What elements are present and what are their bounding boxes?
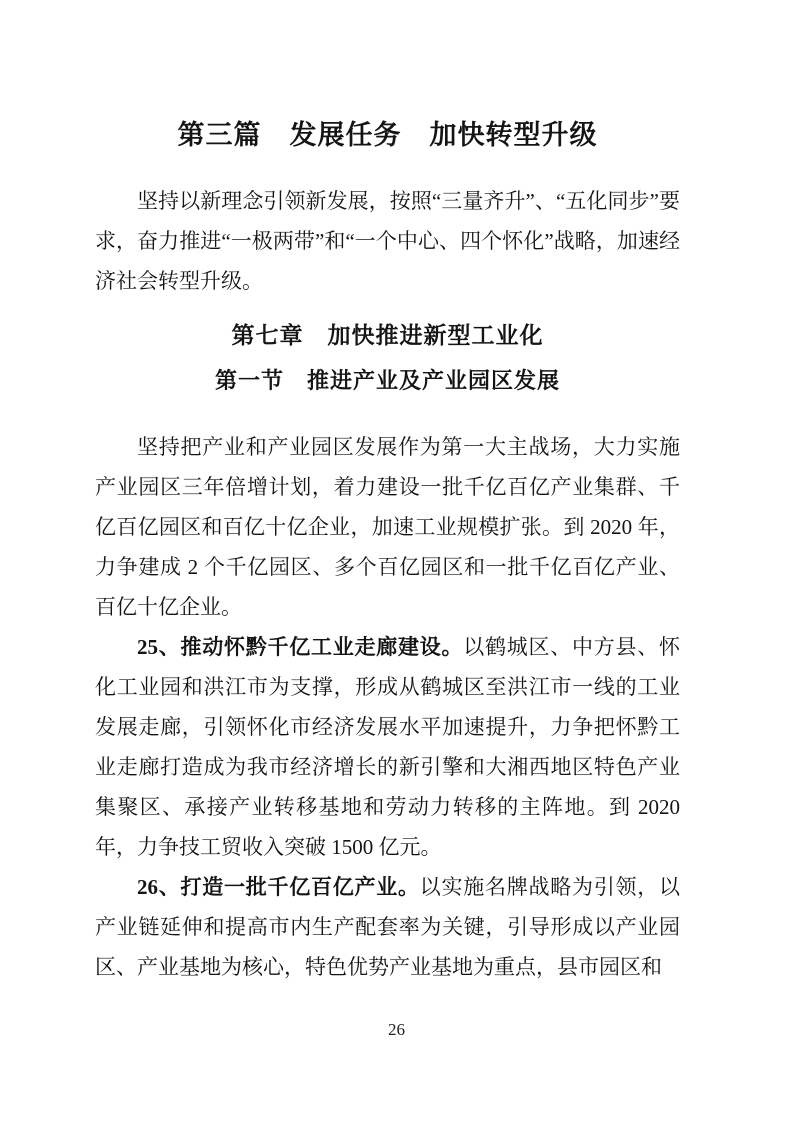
item-26-lead: 26、打造一批千亿百亿产业。 (137, 875, 420, 899)
page-number: 26 (388, 1020, 405, 1039)
item-26-paragraph (95, 867, 680, 987)
item-25-paragraph (95, 627, 680, 867)
part-title: 第三篇 发展任务 加快转型升级 (177, 120, 598, 150)
item-25-lead: 25、推动怀黔千亿工业走廊建设。 (137, 635, 464, 659)
section-title: 第一节 推进产业及产业园区发展 (214, 368, 560, 393)
item-26-body: 以实施名牌战略为引领，以产业链延伸和提高市内生产配套率为关键，引导形成以产业园区、产业基地为核心，特色优势产业基地为重点，县市园区和 (95, 875, 680, 979)
chapter-title: 第七章 加快推进新型工业化 (231, 322, 544, 348)
intro-paragraph: 坚持以新理念引领新发展，按照“三量齐升”、“五化同步”要求，奋力推进“一极两带”和“一个中心、四个怀化”战略，加速经济社会转型升级。 (95, 189, 680, 293)
section-intro-paragraph: 坚持把产业和产业园区发展作为第一大主战场，大力实施产业园区三年倍增计划，着力建设一批千亿百亿产业集群、千亿百亿园区和百亿十亿企业，加速工业规模扩张。到 2020 年，力争建成 2 个千亿园区、多个百亿园区和一批千亿百亿产业、百亿十亿企业。 (95, 435, 680, 619)
item-25-body: 以鹤城区、中方县、怀化工业园和洪江市为支撑，形成从鹤城区至洪江市一线的工业发展走廊，引领怀化市经济发展水平加速提升，力争把怀黔工业走廊打造成为我市经济增长的新引擎和大湘西地区特色产业集聚区、承接产业转移基地和劳动力转移的主阵地。到 2020 年，力争技工贸收入突破 1500 亿元。 (95, 635, 680, 859)
